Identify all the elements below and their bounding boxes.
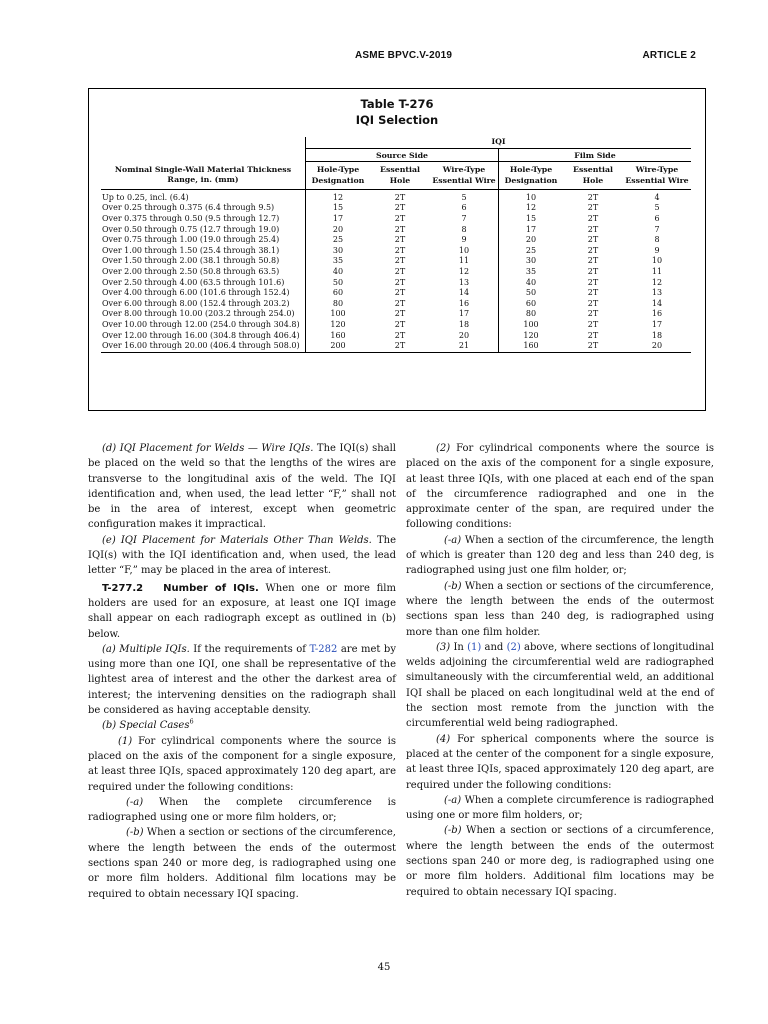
value-cell: 17 [525,224,537,234]
value-cell: 35 [525,267,537,277]
thickness-cell: Over 1.00 through 1.50 (25.4 through 38.1) [102,245,280,255]
para-a: (a) Multiple IQIs. If the requirements of T-282 are met by using more than one IQI, one shall be representative of the lightest area of interest and the other the darkest area of interest; the intervening densities on the radiograph shall be considered as having acceptable density. [88,643,396,717]
value-cell: 2T [587,235,599,245]
value-cell: 2T [394,214,406,224]
value-cell: 25 [525,245,537,255]
value-cell: 2T [394,298,406,308]
value-cell: 100 [523,320,539,329]
value-cell: 2T [587,203,599,213]
value-cell: 20 [430,331,499,342]
value-cell: 2T [394,330,406,340]
value-cell: 7 [654,224,660,234]
value-cell: 2T [587,288,599,298]
value-cell: 14 [430,288,499,299]
value-cell: 15 [306,203,371,214]
src-hole-header: Hole-Type Designation [306,162,371,190]
value-cell: 40 [525,277,537,287]
table-frame [88,88,706,411]
running-header-doc: ASME BPVC.V-2019 [355,50,453,61]
value-cell: 20 [306,225,371,236]
para-b2b: (-b) When a section or sections of the circumference, where the length between the ends of the outermost sections span less than 240 deg, is radiographed using more than one film holder. [406,580,714,638]
para-b2a: (-a) When a section of the circumference, the length of which is greater than 120 deg and less than 240 deg, is radiographed using just one film holder, or; [406,534,714,577]
value-cell: 13 [651,288,663,298]
value-cell: 9 [430,235,499,246]
value-cell: 11 [430,256,499,267]
value-cell: 14 [651,298,663,308]
table-row [101,288,691,299]
value-cell: 15 [525,214,537,224]
value-cell: 2T [394,277,406,287]
table-row [101,235,691,246]
value-cell: 12 [306,189,371,203]
para-b4a: (-a) When a complete circumference is radiographed using one or more film holders, or; [406,794,714,822]
value-cell: 2T [394,224,406,234]
thickness-header: Nominal Single-Wall Material Thickness Range, in. (mm) [101,162,306,190]
running-header-article: ARTICLE 2 [642,50,696,61]
para-b3: (3) In (1) and (2) above, where sections of longitudinal welds adjoining the circumferential weld are radiographed simultaneously with the circumferential weld, an additional IQI shall be placed on each longitudinal weld at the end of the section most remote from the junction with the circumferential weld being radiographed. [406,641,714,730]
value-cell: 18 [430,320,499,331]
film-hole-header: Hole-Type Designation [499,162,564,190]
value-cell: 8 [430,225,499,236]
value-cell: 2T [587,224,599,234]
value-cell: 2T [394,256,406,266]
value-cell: 2T [394,203,406,213]
para-b4b: (-b) When a section or sections of a circumference, where the length between the ends of the outermost sections span 240 or more deg, is radiographed using one or more film holders. Additional film locations may be required to obtain necessary IQI spacing. [406,825,714,898]
thickness-cell: Over 6.00 through 8.00 (152.4 through 203.2) [102,298,290,308]
para-b: (b) Special Cases$^6$ [102,718,194,732]
thickness-cell: Over 2.00 through 2.50 (50.8 through 63.5) [102,267,280,277]
value-cell: 80 [525,309,537,319]
value-cell: 120 [306,320,371,331]
value-cell: 17 [430,309,499,320]
value-cell: 9 [654,245,660,255]
value-cell: 40 [306,267,371,278]
value-cell: 60 [525,298,537,308]
table-row [101,309,691,320]
iqi-group-header: IQI [306,137,692,148]
thickness-cell: Up to 0.25, incl. (6.4) [102,192,189,202]
table-row [101,331,691,342]
value-cell: 2T [394,288,406,298]
value-cell: 21 [430,341,499,352]
value-cell: 30 [306,246,371,257]
value-cell: 2T [587,245,599,255]
table-row [101,246,691,257]
value-cell: 160 [499,341,564,352]
value-cell: 2T [394,309,406,319]
para-b2: (2) For cylindrical components where the source is placed on the axis of the component for a single exposure, at least three IQIs, with one placed at each end of the span of the circumference radiographed and one in the approximate center of the span, are required under the following conditions: [406,443,714,531]
source-side-header: Source Side [306,148,499,162]
value-cell: 60 [306,288,371,299]
value-cell: 12 [430,267,499,278]
value-cell: 16 [430,299,499,310]
thickness-cell: Over 8.00 through 10.00 (203.2 through 254.0) [102,309,295,319]
value-cell: 5 [430,189,499,203]
link-2[interactable]: (2) [506,641,521,653]
value-cell: 17 [306,214,371,225]
value-cell: 2T [587,277,599,287]
value-cell: 16 [651,309,663,319]
value-cell: 30 [525,256,537,266]
value-cell: 6 [430,203,499,214]
value-cell: 17 [651,320,663,329]
value-cell: 160 [306,331,371,342]
table-row [101,256,691,267]
table-row [101,203,691,214]
film-essential-header: Essential Hole [563,162,623,190]
value-cell: 100 [306,309,371,320]
para-b4: (4) For spherical components where the source is placed at the center of the component for a single exposure, at least three IQIs, spaced approximately 120 deg apart, are required under the following conditions: [406,733,714,791]
value-cell: 2T [587,256,599,266]
src-essential-header: Essential Hole [370,162,430,190]
para-e: (e) IQI Placement for Materials Other Than Welds. The IQI(s) with the IQI identification and, when used, the lead letter “F,” may be placed in the area of interest. [88,534,396,577]
table-title: Table T-276 [360,97,434,111]
value-cell: 50 [306,278,371,289]
thickness-cell: Over 0.25 through 0.375 (6.4 through 9.5) [102,203,275,213]
para-b1a: (-a) When the complete circumference is radiographed using one or more film holders, or; [88,796,396,824]
table-row [101,320,691,331]
left-column [88,441,396,902]
value-cell: 2T [394,245,406,255]
value-cell: 2T [587,298,599,308]
value-cell: 4 [654,192,660,202]
table-row [101,214,691,225]
right-column [406,441,714,900]
table-row [101,225,691,236]
value-cell: 2T [587,214,599,224]
value-cell: 2T [370,341,430,352]
value-cell: 20 [525,235,537,245]
link-1[interactable]: (1) [467,641,482,653]
value-cell: 2T [587,192,599,202]
thickness-cell: Over 10.00 through 12.00 (254.0 through 304.8) [102,320,300,329]
value-cell: 200 [306,341,371,352]
value-cell: 10 [430,246,499,257]
table-row [101,299,691,310]
value-cell: 2T [587,330,599,340]
section-t-277-2: T-277.2 Number of IQIs. When one or more film holders are used for an exposure, at least one IQI image shall appear on each radiograph except as outlined in (b) below. [88,582,396,640]
value-cell: 10 [525,192,537,202]
link-t-282[interactable]: T-282 [309,643,338,655]
thickness-cell: Over 1.50 through 2.00 (38.1 through 50.8) [102,256,280,266]
value-cell: 7 [430,214,499,225]
thickness-cell: Over 2.50 through 4.00 (63.5 through 101.6) [102,277,285,287]
value-cell: 2T [394,320,406,329]
thickness-cell: Over 0.375 through 0.50 (9.5 through 12.7) [102,214,280,224]
value-cell: 120 [523,330,539,340]
page-number: 45 [377,962,391,973]
film-side-header: Film Side [499,148,692,162]
iqi-selection-table [101,137,691,353]
value-cell: 2T [563,341,623,352]
value-cell: 13 [430,278,499,289]
para-b1: (1) For cylindrical components where the source is placed on the axis of the component for a single exposure, at least three IQIs, spaced approximately 120 deg apart, are required under the following conditions: [88,735,396,793]
value-cell: 2T [394,192,406,202]
table-row [101,278,691,289]
table-subtitle: IQI Selection [355,113,439,127]
value-cell: 12 [651,277,663,287]
thickness-cell: Over 4.00 through 6.00 (101.6 through 152.4) [102,288,290,298]
table-row [101,189,691,203]
table-row [101,267,691,278]
film-wire-header: Wire-Type Essential Wire [623,162,691,190]
value-cell: 5 [654,203,660,213]
value-cell: 2T [587,320,599,329]
src-wire-header: Wire-Type Essential Wire [430,162,499,190]
value-cell: 80 [306,299,371,310]
value-cell: 2T [587,309,599,319]
thickness-cell: Over 0.50 through 0.75 (12.7 through 19.0) [102,224,280,234]
thickness-cell: Over 16.00 through 20.00 (406.4 through 508.0) [101,341,306,352]
thickness-cell: Over 12.00 through 16.00 (304.8 through 406.4) [102,330,300,340]
value-cell: 10 [651,256,663,266]
value-cell: 2T [587,267,599,277]
para-b1b: (-b) When a section or sections of the circumference, where the length between the ends of the outermost sections span 240 or more deg, is radiographed using one or more film holders. Additional film locations may be required to obtain necessary IQI spacing. [88,827,396,900]
value-cell: 20 [623,341,691,352]
value-cell: 18 [651,330,663,340]
value-cell: 12 [525,203,537,213]
value-cell: 50 [525,288,537,298]
value-cell: 2T [394,267,406,277]
value-cell: 11 [651,267,663,277]
value-cell: 6 [654,214,660,224]
para-d: (d) IQI Placement for Welds — Wire IQIs. The IQI(s) shall be placed on the weld so that the lengths of the wires are transverse to the longitudinal axis of the weld. The IQI identification and, when used, the lead letter “F,” shall not be in the area of interest, except when geometric configuration makes it impractical. [88,443,396,531]
value-cell: 25 [306,235,371,246]
value-cell: 35 [306,256,371,267]
table-row [101,341,691,352]
value-cell: 2T [394,235,406,245]
value-cell: 8 [654,235,660,245]
thickness-cell: Over 0.75 through 1.00 (19.0 through 25.4) [102,235,280,245]
